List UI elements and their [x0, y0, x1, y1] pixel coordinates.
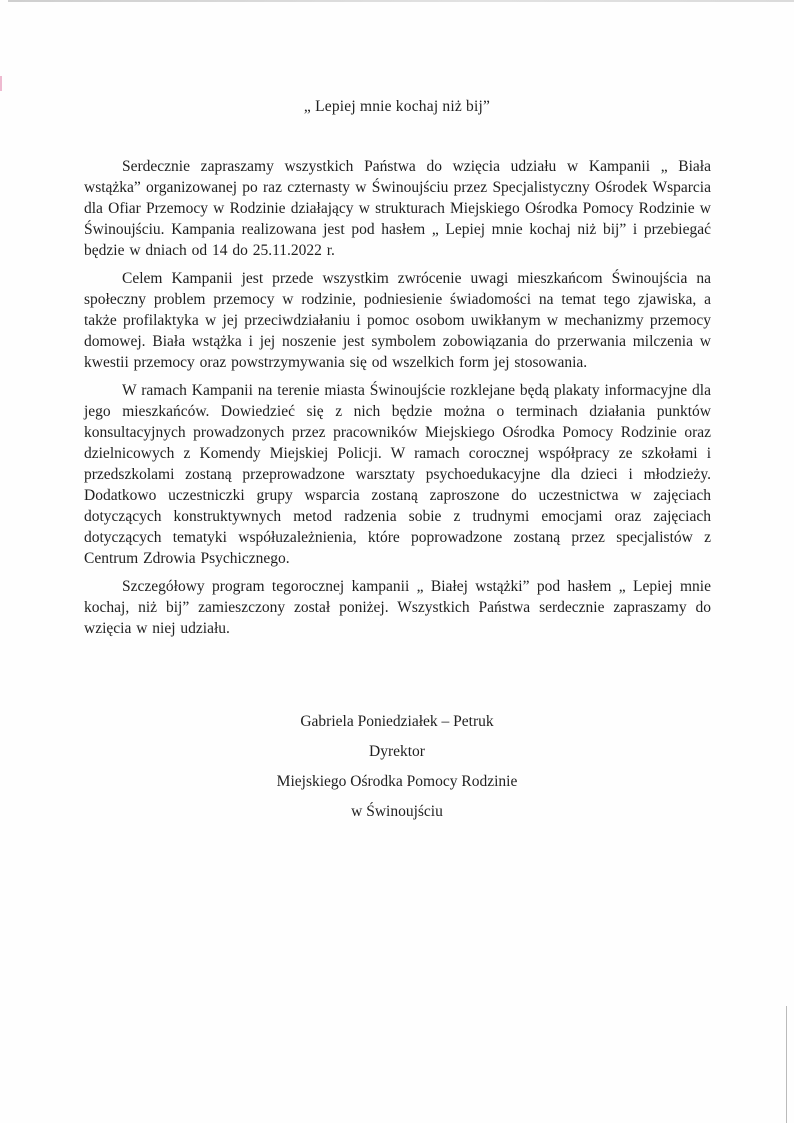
- paragraph-invitation: Serdecznie zapraszamy wszystkich Państwa do wzięcia udziału w Kampanii „ Biała wstążka” organizowanej po raz czternasty w Świnoujściu przez Specjalistyczny Ośrodek Wsparcia dla Ofiar Przemocy w Rodzinie działający w strukturach Miejskiego Ośrodka Pomocy Rodzinie w Świnoujściu. Kampania realizowana jest pod hasłem „ Lepiej mnie kochaj niż bij” i przebiegać będzie w dniach od 14 do 25.11.2022 r.: [84, 158, 711, 259]
- document-body: [84, 156, 711, 639]
- signature-organization: Miejskiego Ośrodka Pomocy Rodzinie: [276, 773, 518, 790]
- scan-artifact-right-edge-line: [786, 1006, 787, 1123]
- paragraph-program-note: Szczegółowy program tegorocznej kampanii „ Białej wstążki” pod hasłem „ Lepiej mnie kochaj, niż bij” zamieszczony został poniżej. Wszystkich Państwa serdecznie zapraszamy do wzięcia w niej udziału.: [84, 578, 711, 637]
- signature-location: w Świnoujściu: [351, 803, 443, 820]
- scan-artifact-top-edge: [8, 0, 794, 2]
- document-title: „ Lepiej mnie kochaj niż bij”: [303, 98, 491, 115]
- signature-block: [0, 707, 794, 827]
- scan-artifact-left-pink-mark: [0, 76, 2, 91]
- paragraph-activities: W ramach Kampanii na terenie miasta Świnoujście rozklejane będą plakaty informacyjne dla jego mieszkańców. Dowiedzieć się z nich będzie można o terminach działania punktów konsultacyjnych prowadzonych przez pracowników Miejskiego Ośrodka Pomocy Rodzinie oraz dzielnicowych z Komendy Miejskiej Policji. W ramach corocznej współpracy ze szkołami i przedszkolami zostaną przeprowadzone warsztaty psychoedukacyjne dla dzieci i młodzieży. Dodatkowo uczestniczki grupy wsparcia zostaną zaproszone do uczestnictwa w zajęciach dotyczących konstruktywnych metod radzenia sobie z trudnymi emocjami oraz zajęciach dotyczących tematyki współuzależnienia, które poprowadzone zostaną przez specjalistów z Centrum Zdrowia Psychicznego.: [84, 382, 711, 567]
- signature-role: Dyrektor: [369, 743, 425, 760]
- signature-name: Gabriela Poniedziałek – Petruk: [300, 713, 494, 730]
- paragraph-campaign-goal: Celem Kampanii jest przede wszystkim zwrócenie uwagi mieszkańcom Świnoujścia na społeczny problem przemocy w rodzinie, podniesienie świadomości na temat tego zjawiska, a także profilaktyka w jej przeciwdziałaniu i pomoc osobom uwikłanym w mechanizmy przemocy domowej. Biała wstążka i jej noszenie jest symbolem zobowiązania do przerwania milczenia w kwestii przemocy oraz powstrzymywania się od wszelkich form jej stosowania.: [84, 270, 711, 371]
